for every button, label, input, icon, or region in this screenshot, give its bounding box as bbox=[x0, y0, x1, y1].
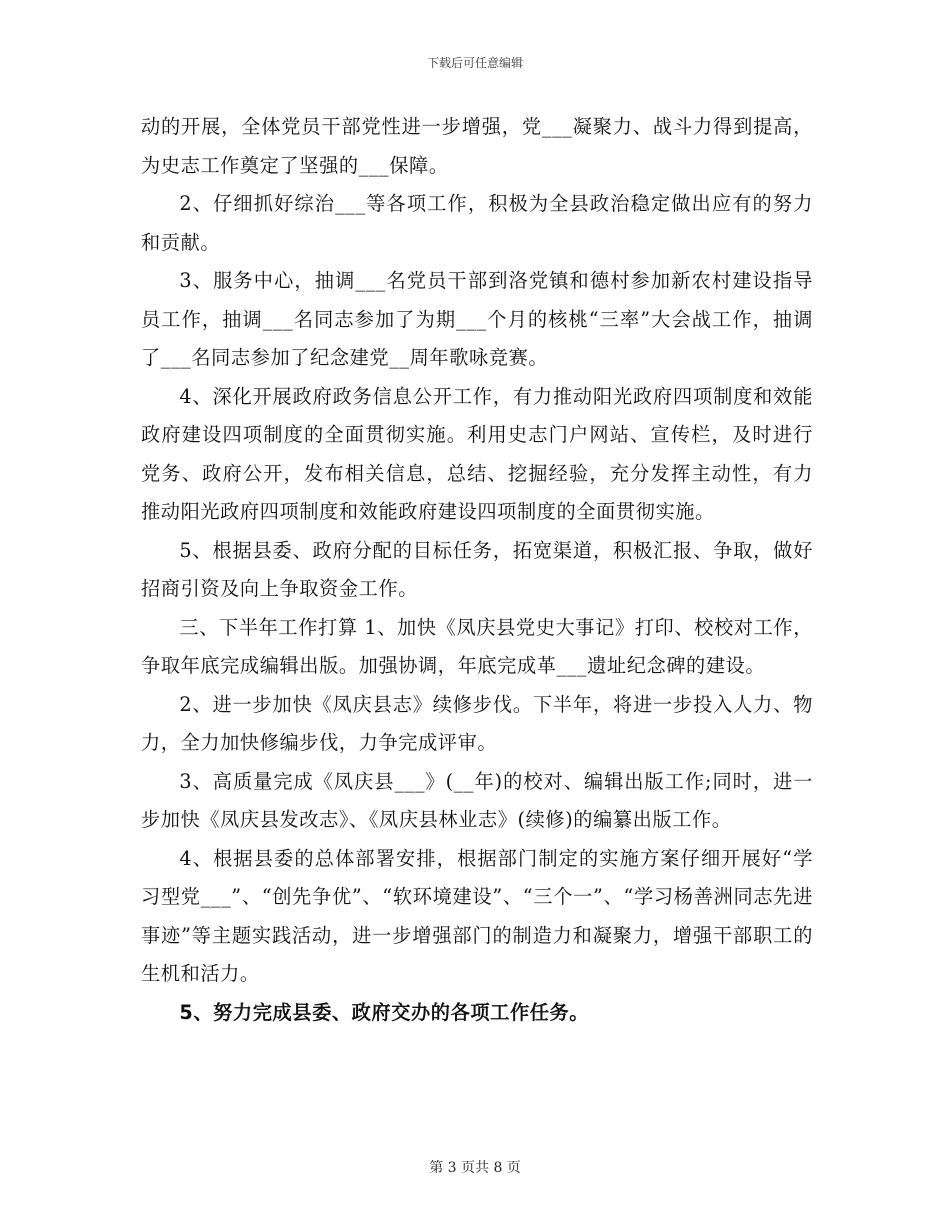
paragraph-plan-5-bold: 5、努力完成县委、政府交办的各项工作任务。 bbox=[179, 1000, 590, 1024]
paragraph-item-5: 5、根据县委、政府分配的目标任务，拓宽渠道，积极汇报、争取，做好招商引资及向上争取资金工作。 bbox=[141, 538, 813, 600]
page-footer: 第 3 页共 8 页 bbox=[429, 1160, 521, 1176]
paragraph-plan-4: 4、根据县委的总体部署安排，根据部门制定的实施方案仔细开展好“学习型党___”、“创先争优”、“软环境建设”、“三个一”、“学习杨善洲同志先进事迹”等主题实践活动，进一步增强部门的制造力和凝聚力，增强干部职工的生机和活力。 bbox=[141, 846, 813, 985]
paragraph-item-3: 3、服务中心，抽调___名党员干部到洛党镇和德村参加新农村建设指导员工作，抽调___名同志参加了为期___个月的核桃“三率”大会战工作，抽调了___名同志参加了纪念建党__周年歌咏竞赛。 bbox=[141, 269, 813, 369]
paragraph-section-three: 三、下半年工作打算 1、加快《凤庆县党史大事记》打印、校校对工作，争取年底完成编辑出版。加强协调，年底完成革___遗址纪念碑的建设。 bbox=[141, 615, 813, 677]
paragraph-continuation: 动的开展，全体党员干部党性进一步增强，党___凝聚力、战斗力得到提高，为史志工作奠定了坚强的___保障。 bbox=[141, 115, 813, 177]
page-header: 下载后可任意编辑 bbox=[426, 56, 523, 70]
document-body bbox=[141, 108, 813, 1032]
paragraph-plan-2: 2、进一步加快《凤庆县志》续修步伐。下半年，将进一步投入人力、物力，全力加快修编步伐，力争完成评审。 bbox=[141, 692, 813, 754]
paragraph-plan-3: 3、高质量完成《凤庆县___》(__年)的校对、编辑出版工作;同时，进一步加快《凤庆县发改志》、《凤庆县林业志》(续修)的编纂出版工作。 bbox=[141, 769, 813, 831]
paragraph-item-4: 4、深化开展政府政务信息公开工作，有力推动阳光政府四项制度和效能政府建设四项制度的全面贯彻实施。利用史志门户网站、宣传栏，及时进行党务、政府公开，发布相关信息，总结、挖掘经验，充分发挥主动性，有力推动阳光政府四项制度和效能政府建设四项制度的全面贯彻实施。 bbox=[141, 384, 813, 523]
paragraph-item-2: 2、仔细抓好综治___等各项工作，积极为全县政治稳定做出应有的努力和贡献。 bbox=[141, 192, 813, 254]
